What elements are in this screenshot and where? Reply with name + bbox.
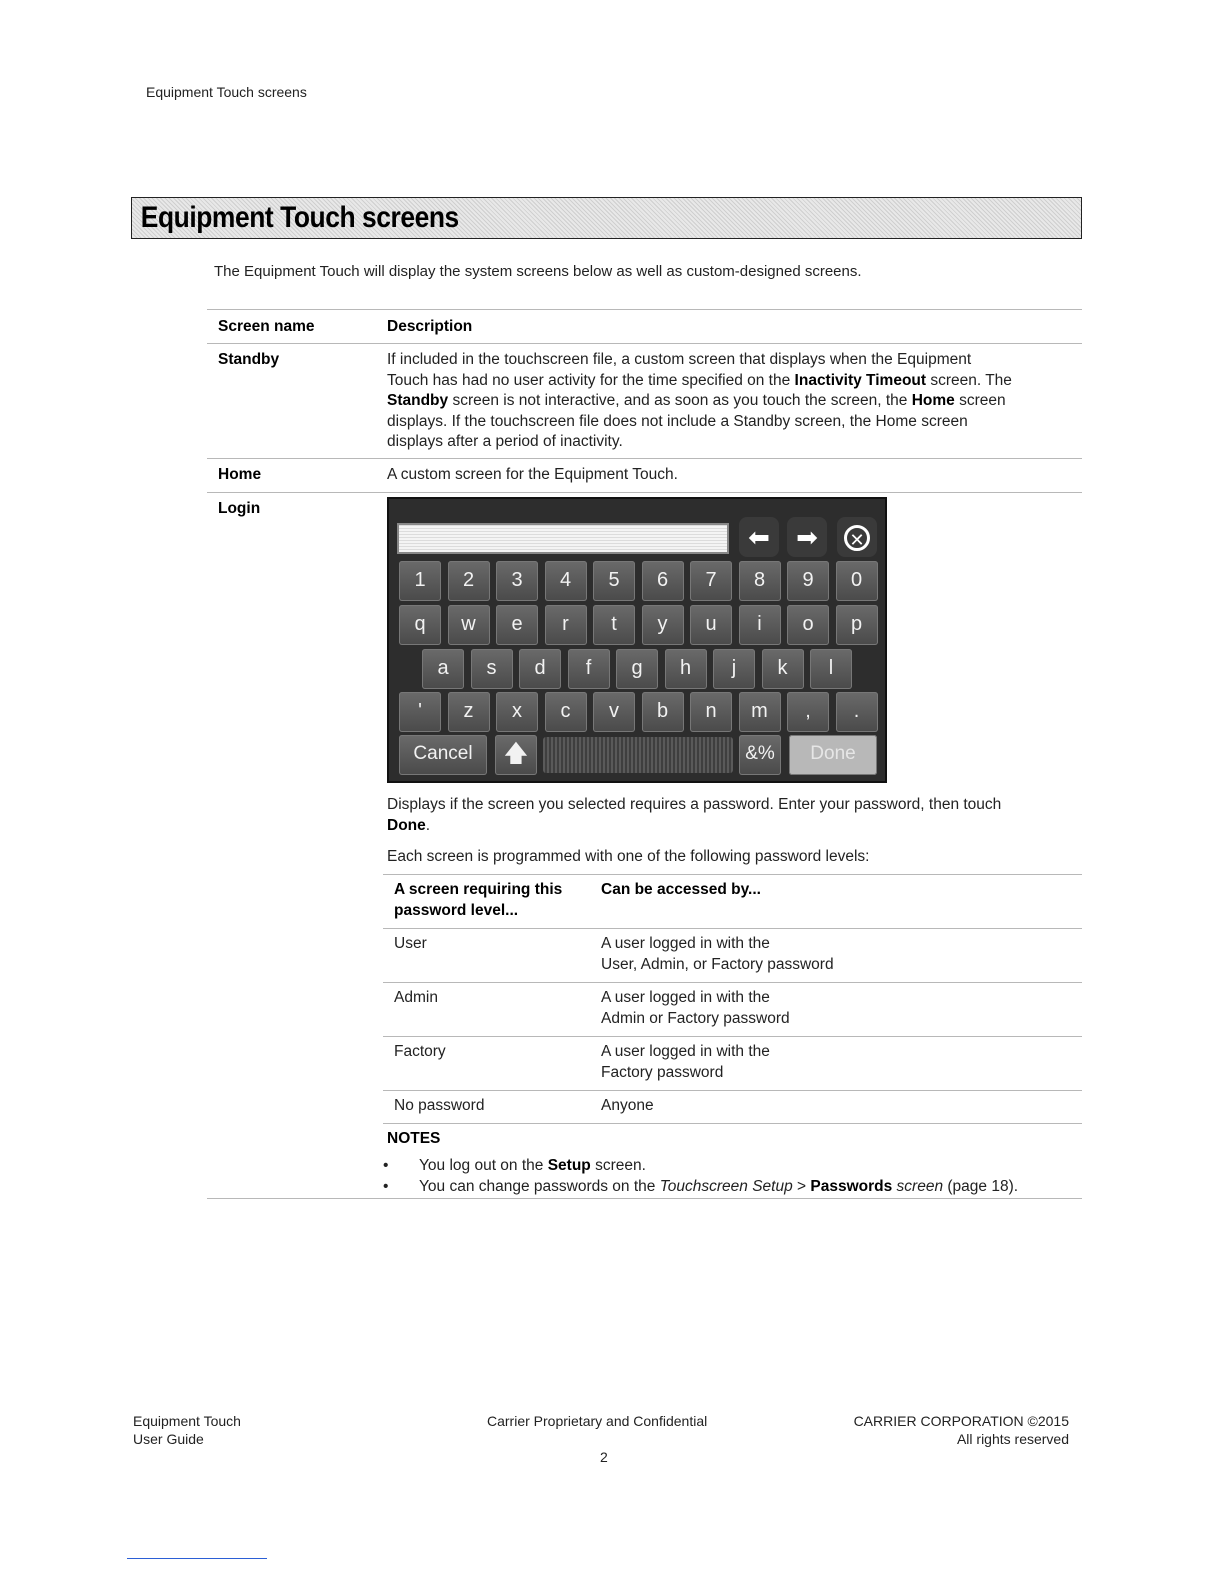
keypad-key: s: [471, 649, 513, 689]
col-header-description: Description: [387, 318, 473, 335]
subtable-bottom-rule: [383, 1123, 1082, 1124]
standby-line: displays after a period of inactivity.: [387, 433, 623, 450]
text: screen. The: [926, 371, 1012, 389]
subtable-header-rule: [383, 928, 1082, 929]
keypad-key: k: [762, 649, 804, 689]
table-row-rule: [207, 458, 1082, 459]
keypad-key: f: [568, 649, 610, 689]
running-header: Equipment Touch screens: [146, 84, 307, 100]
access-line: Factory password: [601, 1063, 724, 1081]
subtable-row-rule: [383, 1090, 1082, 1091]
keypad-key: m: [739, 692, 781, 732]
keypad-key: n: [690, 692, 732, 732]
keypad-key: ,: [787, 692, 829, 732]
bold-text: Inactivity Timeout: [794, 371, 927, 389]
login-description-line: [387, 816, 1077, 837]
text: (page 18).: [943, 1178, 1019, 1195]
keypad-key: w: [448, 605, 490, 645]
bold-text: Setup: [547, 1157, 591, 1174]
note-item: [419, 1157, 646, 1175]
subtable-row-rule: [383, 1036, 1082, 1037]
footer-doc-type: User Guide: [133, 1431, 204, 1447]
table-bottom-rule: [207, 1198, 1082, 1199]
left-arrow-icon: ⬅: [739, 517, 779, 557]
footnote-separator: [127, 1558, 267, 1559]
keypad-key: d: [519, 649, 561, 689]
text: screen: [954, 392, 1006, 409]
password-entry-field: [397, 523, 729, 554]
standby-description: [387, 350, 1077, 453]
done-key: Done: [789, 735, 877, 775]
text: Touch has had no user activity for the time specified on the: [387, 371, 795, 389]
bold-text: Home: [911, 392, 955, 409]
login-description: [387, 795, 1077, 836]
subtable-top-rule: [383, 874, 1082, 875]
text: .: [425, 816, 431, 834]
keypad-key: 9: [787, 561, 829, 601]
keypad-key: b: [642, 692, 684, 732]
italic-text: Touchscreen Setup: [659, 1178, 793, 1195]
keypad-key: p: [836, 605, 878, 645]
space-key: [543, 737, 733, 773]
keypad-key: i: [739, 605, 781, 645]
keypad-key: o: [787, 605, 829, 645]
subtable-row-rule: [383, 982, 1082, 983]
row-name-home: Home: [218, 466, 262, 483]
access-line: User, Admin, or Factory password: [601, 955, 834, 973]
keypad-key: ': [399, 692, 441, 732]
subtable-header-access: Can be accessed by...: [601, 881, 761, 898]
right-arrow-icon: ➡: [787, 517, 827, 557]
footer-product: Equipment Touch: [133, 1413, 241, 1429]
bold-text: Done: [387, 816, 426, 834]
intro-paragraph: The Equipment Touch will display the system screens below as well as custom-designed screens.: [214, 263, 862, 280]
footer-rights: All rights reserved: [956, 1431, 1069, 1447]
text: You log out on the: [419, 1157, 548, 1174]
keypad-key: t: [593, 605, 635, 645]
shift-up-arrow-icon: 🡅: [495, 735, 537, 775]
login-keypad-screenshot: [387, 497, 887, 783]
standby-line: [387, 391, 1077, 412]
keypad-key: 6: [642, 561, 684, 601]
note-item: [419, 1178, 1018, 1196]
text: You can change passwords on the: [419, 1178, 660, 1195]
access-description: [601, 1042, 770, 1083]
bold-text: Standby: [387, 392, 449, 409]
keypad-key: 2: [448, 561, 490, 601]
clear-circle-icon: ✕: [837, 517, 877, 557]
access-line: A user logged in with the: [601, 989, 770, 1006]
keypad-key: g: [616, 649, 658, 689]
keypad-key: y: [642, 605, 684, 645]
keypad-key: 1: [399, 561, 441, 601]
footer-copyright: CARRIER CORPORATION ©2015: [853, 1413, 1069, 1429]
keypad-key: .: [836, 692, 878, 732]
password-level: Factory: [394, 1043, 446, 1060]
italic-text: screen: [892, 1178, 944, 1195]
row-name-standby: Standby: [218, 351, 280, 368]
col-header-screen-name: Screen name: [218, 318, 315, 335]
keypad-key: 4: [545, 561, 587, 601]
password-level: No password: [394, 1097, 485, 1114]
keypad-key: 0: [836, 561, 878, 601]
keypad-key: q: [399, 605, 441, 645]
password-levels-intro: Each screen is programmed with one of the following password levels:: [387, 848, 870, 865]
standby-line: displays. If the touchscreen file does not include a Standby screen, the Home screen: [387, 412, 968, 430]
section-title-bar: [131, 197, 1082, 239]
login-description-line: Displays if the screen you selected requires a password. Enter your password, then touch: [387, 796, 1002, 813]
section-title: Equipment Touch screens: [140, 201, 459, 234]
password-level: User: [394, 935, 427, 952]
page-number: 2: [600, 1449, 608, 1465]
keypad-key: 8: [739, 561, 781, 601]
keypad-key: c: [545, 692, 587, 732]
access-line: A user logged in with the: [601, 1043, 770, 1060]
text: >: [792, 1178, 811, 1195]
keypad-key: x: [496, 692, 538, 732]
keypad-key: 5: [593, 561, 635, 601]
access-line: Admin or Factory password: [601, 1009, 790, 1027]
keypad-key: h: [665, 649, 707, 689]
header-line: password level...: [394, 901, 519, 919]
symbols-key: &%: [739, 735, 781, 775]
table-top-rule: [207, 309, 1082, 310]
keypad-key: r: [545, 605, 587, 645]
standby-line: [387, 371, 1077, 392]
notes-title: NOTES: [387, 1130, 441, 1147]
access-description: [601, 988, 790, 1029]
keypad-key: u: [690, 605, 732, 645]
bullet: •: [383, 1178, 389, 1195]
keypad-key: j: [713, 649, 755, 689]
access-line: A user logged in with the: [601, 935, 770, 952]
table-header-rule: [207, 343, 1082, 344]
table-row-rule: [207, 492, 1082, 493]
keypad-key: 7: [690, 561, 732, 601]
home-description: A custom screen for the Equipment Touch.: [387, 466, 678, 483]
footer-right: [854, 1412, 1069, 1448]
keypad-key: e: [496, 605, 538, 645]
footer-center: Carrier Proprietary and Confidential: [487, 1413, 708, 1429]
text: screen.: [590, 1157, 646, 1174]
subtable-header-level: [394, 880, 562, 921]
password-level: Admin: [394, 989, 438, 1006]
keypad-key: l: [810, 649, 852, 689]
keypad-key: 3: [496, 561, 538, 601]
text: screen is not interactive, and as soon as you touch the screen, the: [448, 392, 912, 409]
keypad-key: v: [593, 692, 635, 732]
row-name-login: Login: [218, 500, 261, 517]
passwords-link-text[interactable]: Passwords: [810, 1178, 893, 1195]
keypad-key: z: [448, 692, 490, 732]
access-description: [601, 1096, 654, 1117]
access-line: Anyone: [601, 1097, 654, 1114]
keypad-key: a: [422, 649, 464, 689]
footer-left: [133, 1412, 241, 1448]
access-description: [601, 934, 834, 975]
bullet: •: [383, 1157, 389, 1174]
cancel-key: Cancel: [399, 735, 487, 775]
standby-line: If included in the touchscreen file, a custom screen that displays when the Equipment: [387, 351, 972, 368]
header-line: A screen requiring this: [394, 881, 563, 898]
